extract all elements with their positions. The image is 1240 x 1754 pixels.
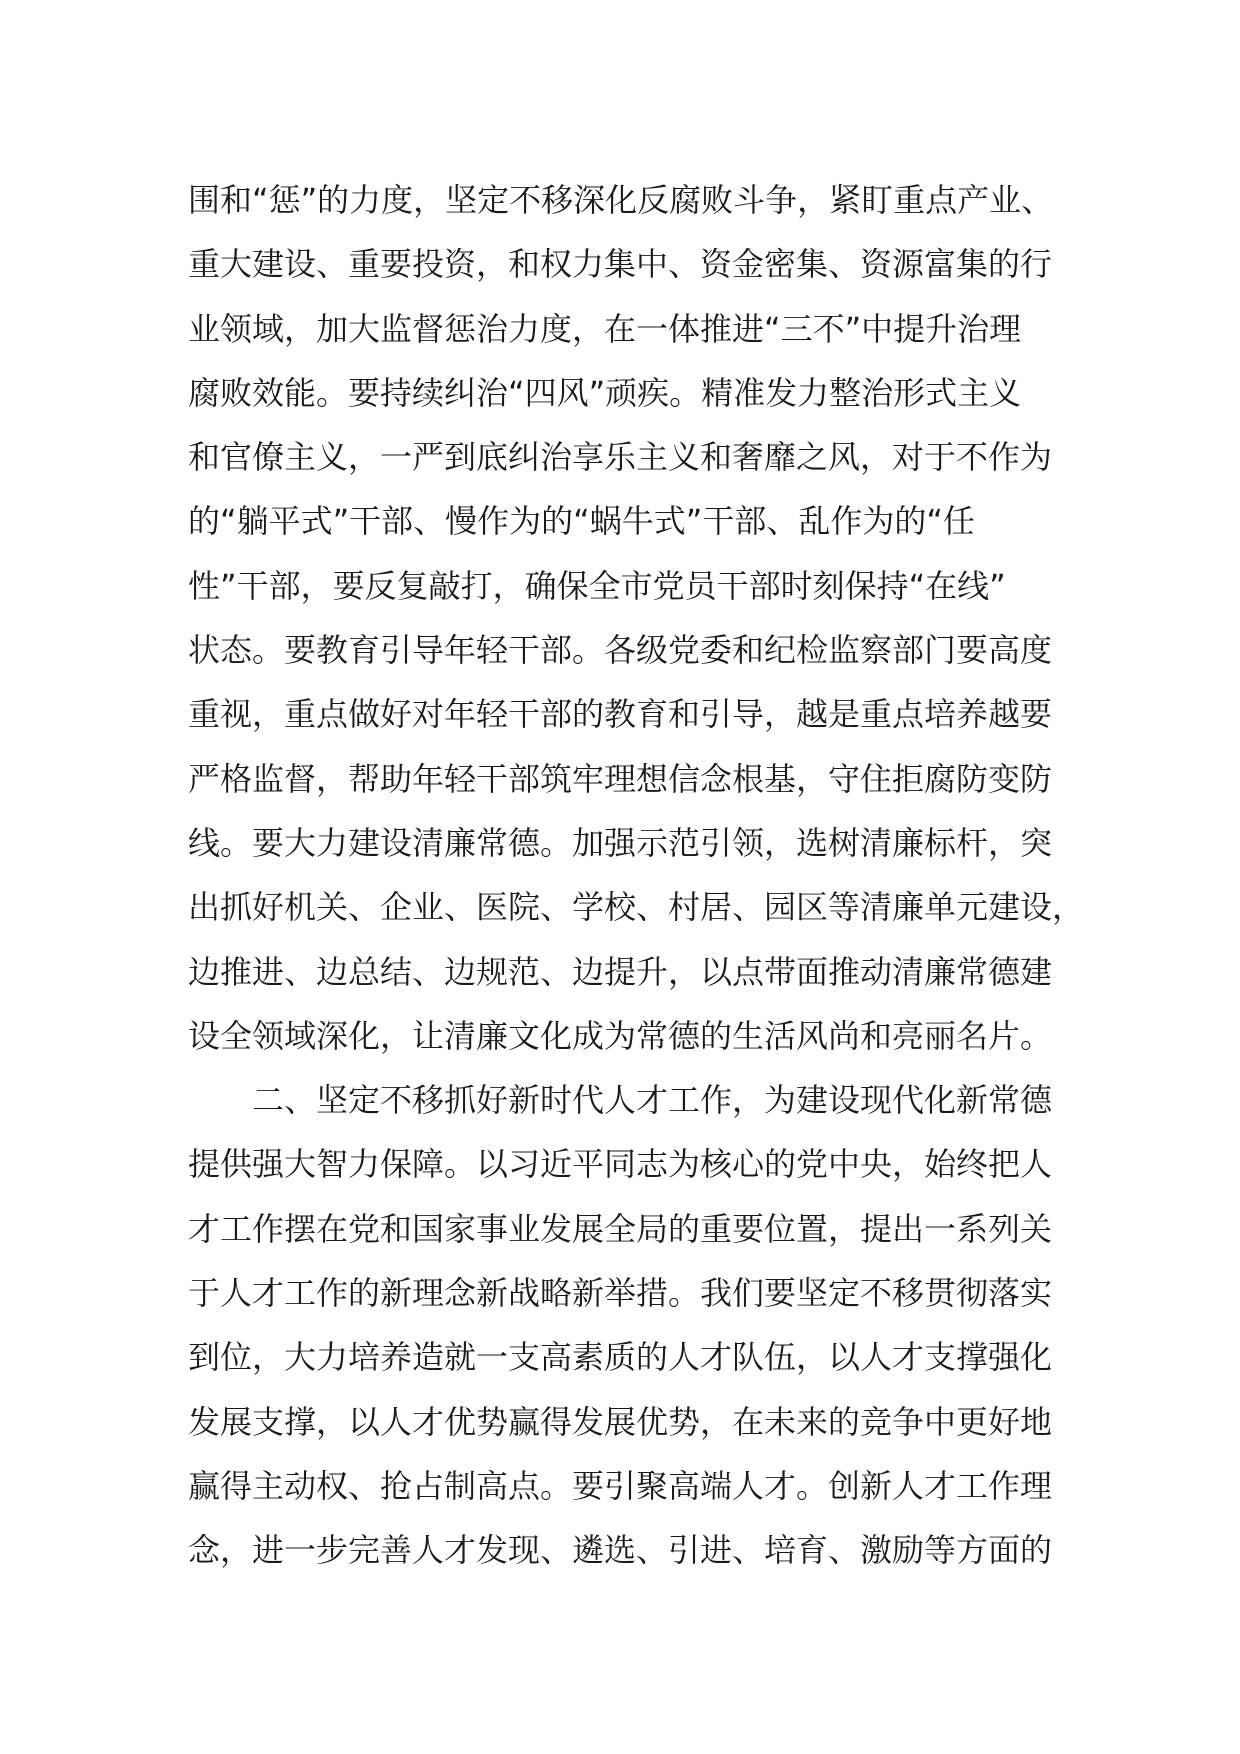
text-line: 状态。要教育引导年轻干部。各级党委和纪检监察部门要高度: [188, 631, 1053, 670]
text-line: 重大建设、重要投资，和权力集中、资金密集、资源富集的行: [188, 245, 1053, 284]
text-line: 才工作摆在党和国家事业发展全局的重要位置，提出一系列关: [188, 1209, 1053, 1248]
body-text: [188, 168, 1088, 1583]
text-line: 业领域，加大监督惩治力度，在一体推进“三不”中提升治理: [188, 309, 1022, 348]
text-line: 赢得主动权、抢占制高点。要引聚高端人才。创新人才工作理: [188, 1466, 1053, 1505]
text-line: 和官僚主义，一严到底纠治享乐主义和奢靡之风，对于不作为: [188, 438, 1053, 477]
text-line: 腐败效能。要持续纠治“四风”顽疾。精准发力整治形式主义: [188, 373, 1022, 412]
text-line: 到位，大力培养造就一支高素质的人才队伍，以人才支撑强化: [188, 1338, 1053, 1377]
text-line: 重视，重点做好对年轻干部的教育和引导，越是重点培养越要: [188, 695, 1053, 734]
text-line: 性”干部，要反复敲打，确保全市党员干部时刻保持“在线”: [188, 566, 1006, 605]
text-line: 线。要大力建设清廉常德。加强示范引领，选树清廉标杆，突: [188, 823, 1053, 862]
text-line: 设全领域深化，让清廉文化成为常德的生活风尚和亮丽名片。: [188, 1016, 1053, 1055]
text-line: 于人才工作的新理念新战略新举措。我们要坚定不移贯彻落实: [188, 1274, 1053, 1313]
text-line: 发展支撑，以人才优势赢得发展优势，在未来的竞争中更好地: [188, 1402, 1053, 1441]
section-heading-line: 二、坚定不移抓好新时代人才工作，为建设现代化新常德: [188, 1081, 1053, 1120]
text-line: 出抓好机关、企业、医院、学校、村居、园区等清廉单元建设，: [188, 888, 1085, 927]
text-line: 严格监督，帮助年轻干部筑牢理想信念根基，守住拒腐防变防: [188, 759, 1053, 798]
text-line: 的“躺平式”干部、慢作为的“蜗牛式”干部、乱作为的“任: [188, 502, 975, 541]
text-line: 围和“惩”的力度，坚定不移深化反腐败斗争，紧盯重点产业、: [188, 181, 1054, 219]
text-line: 提供强大智力保障。以习近平同志为核心的党中央，始终把人: [188, 1145, 1053, 1184]
text-line: 念，进一步完善人才发现、遴选、引进、培育、激励等方面的: [188, 1531, 1053, 1570]
text-line: 边推进、边总结、边规范、边提升，以点带面推动清廉常德建: [188, 952, 1053, 991]
